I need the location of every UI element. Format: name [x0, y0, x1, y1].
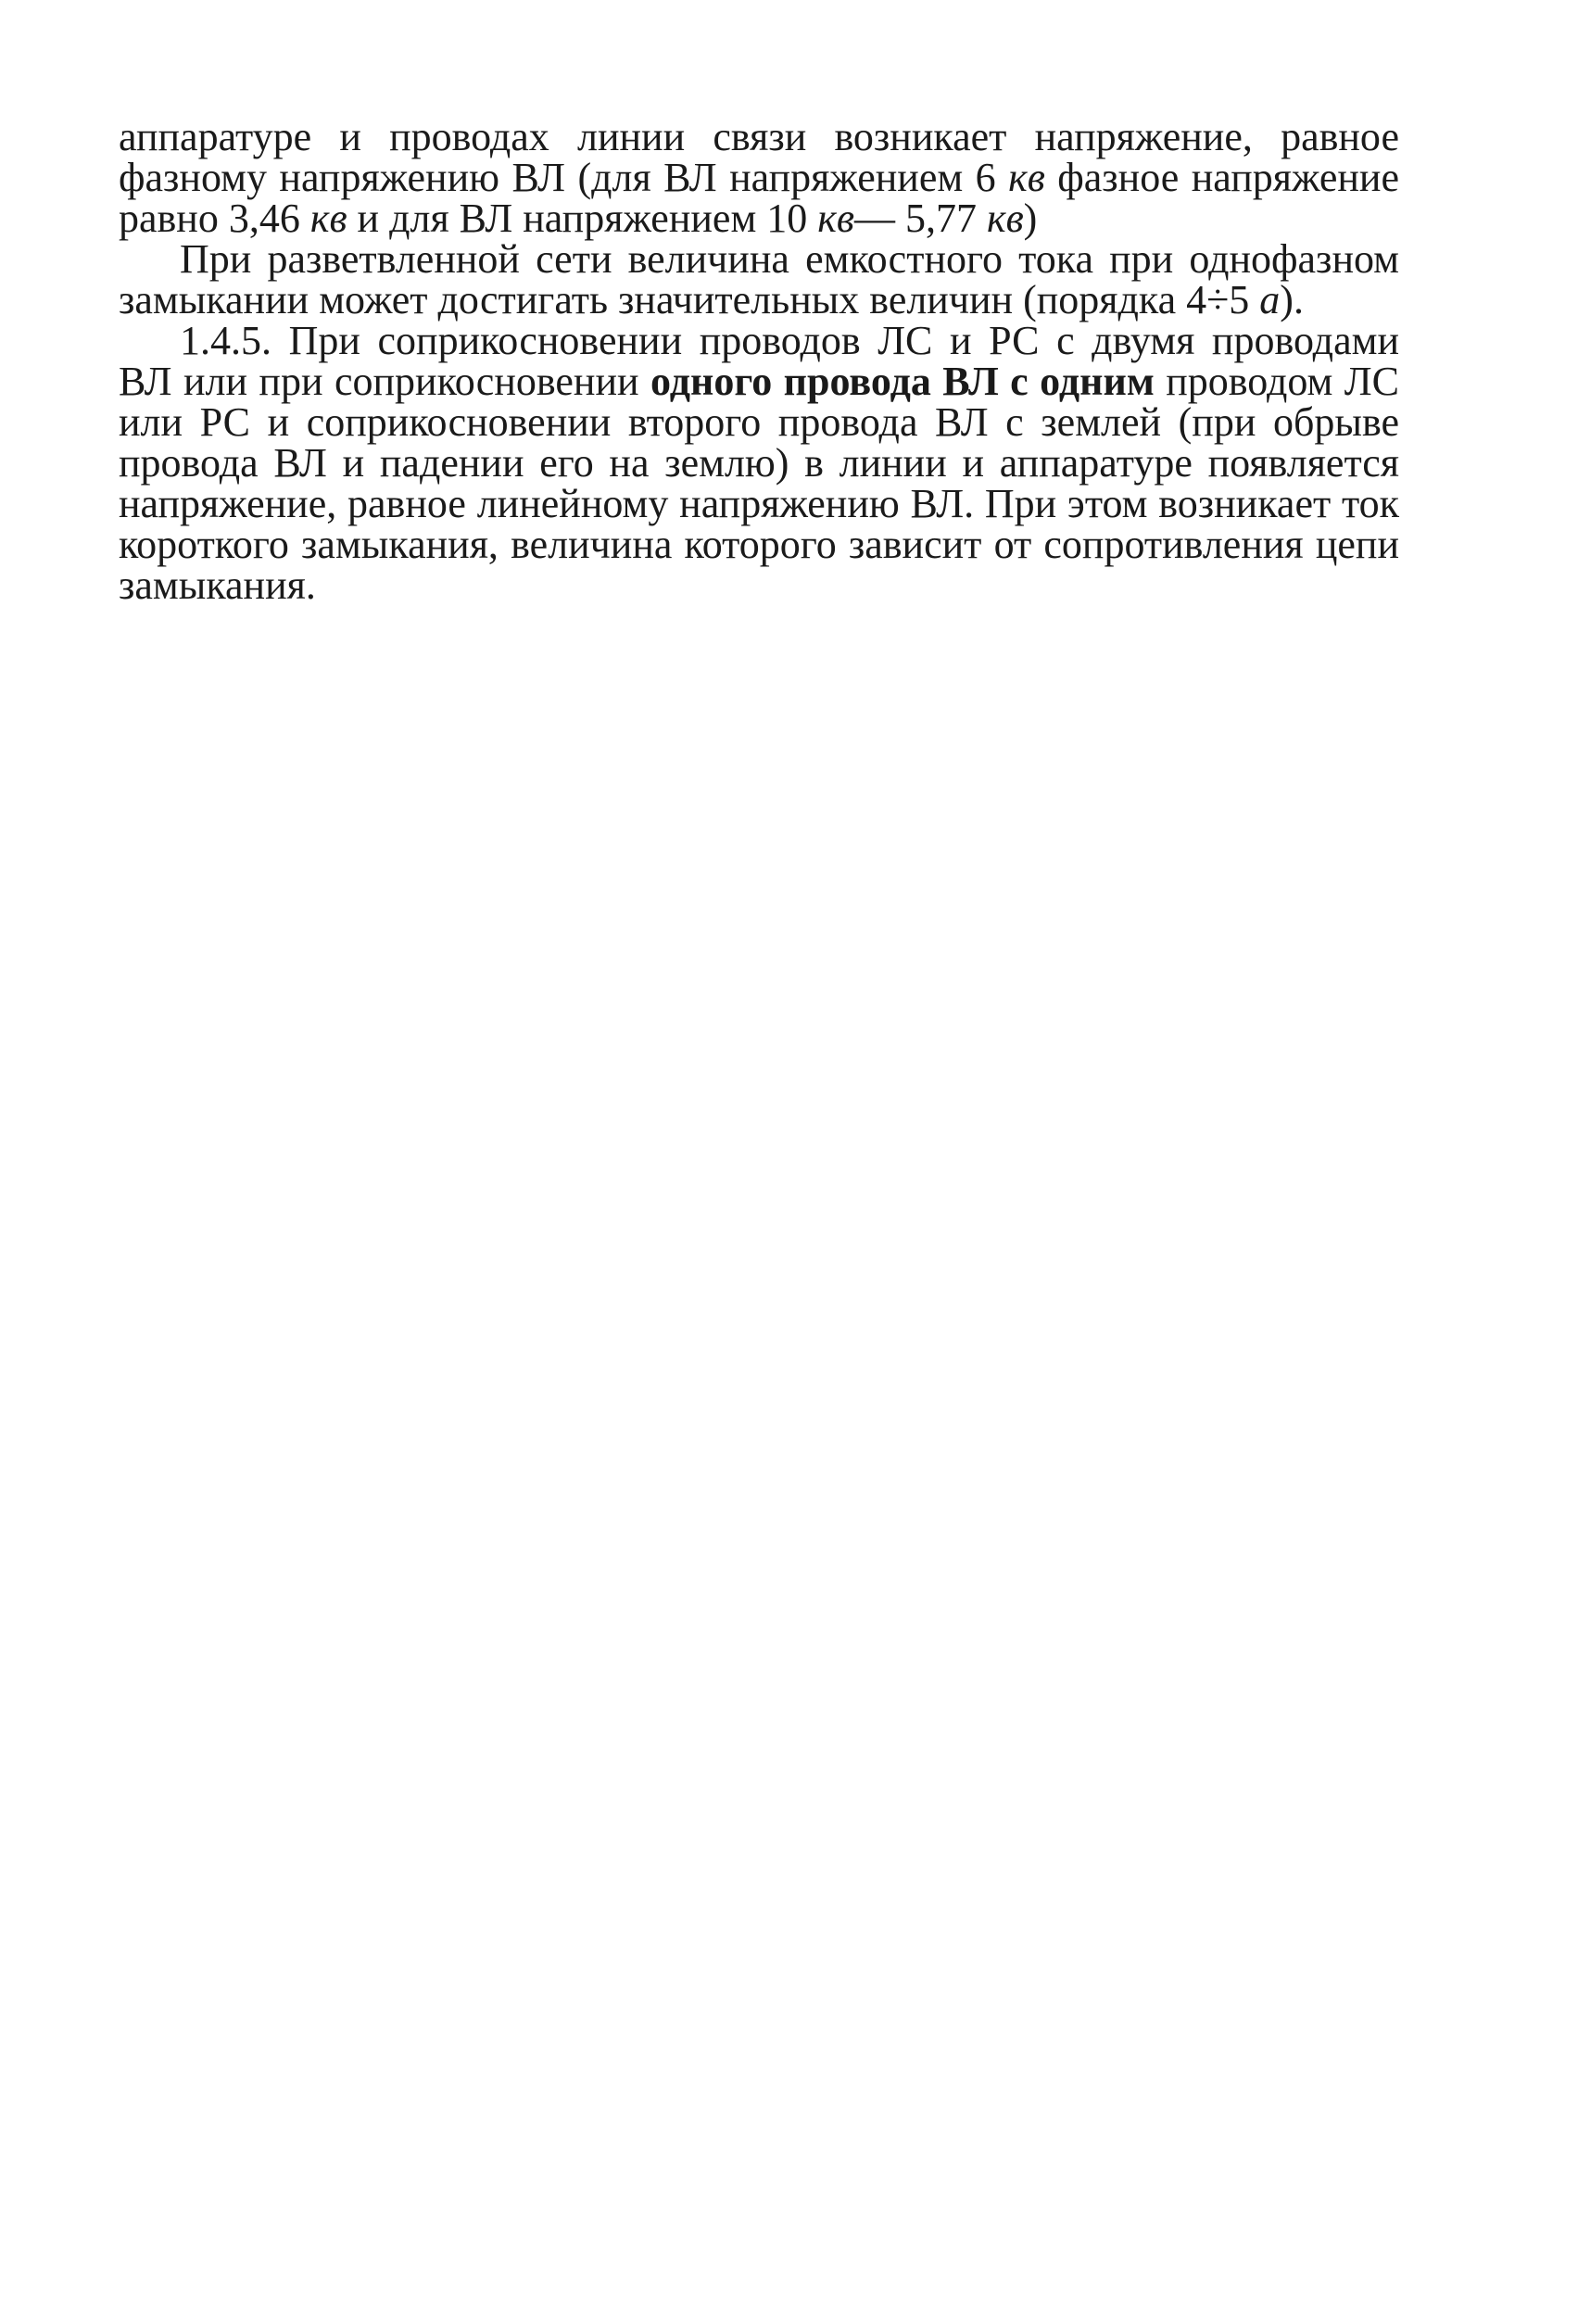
- text-run: ).: [1280, 277, 1304, 322]
- text-run: — 5,77: [853, 196, 987, 241]
- bold-text-run: одного провода ВЛ с одним: [650, 359, 1155, 404]
- text-run: фазное напряжение равно 3,46: [119, 155, 1399, 241]
- paragraph-continuation: [119, 114, 1399, 241]
- text-run: При разветвленной сети величина емкостного тока при однофазном замыкании может достигать значительных величин (порядка 4÷5: [119, 236, 1399, 322]
- unit-kv: кв: [817, 196, 854, 241]
- unit-kv: кв: [986, 196, 1024, 241]
- paragraph-capacitive-current: [119, 236, 1399, 322]
- paragraph-1-4-5: [119, 318, 1399, 608]
- section-number: 1.4.5.: [180, 318, 271, 363]
- document-page: [119, 114, 1399, 608]
- text-run: При соприкосновении проводов ЛС и РС с двумя проводами ВЛ или при соприкосновении: [119, 318, 1399, 404]
- unit-a: а: [1259, 277, 1281, 322]
- text-run: и для ВЛ напряжением 10: [347, 196, 818, 241]
- text-run: ): [1023, 196, 1038, 241]
- text-run: проводом ЛС или РС и соприкосновении второго провода ВЛ с землей (при обрыве провода ВЛ и падении его на землю) в линии и аппаратуре появляется напряжение, равное линейному напряжению ВЛ. При этом возникает ток короткого замыкания, величина которого зависит от сопротивления цепи замыкания.: [119, 359, 1399, 608]
- unit-kv: кв: [1008, 155, 1045, 200]
- unit-kv: кв: [309, 196, 347, 241]
- text-run: аппаратуре и проводах линии связи возникает напряжение, равное фазному напряжению ВЛ (для ВЛ напряжением 6: [119, 114, 1399, 200]
